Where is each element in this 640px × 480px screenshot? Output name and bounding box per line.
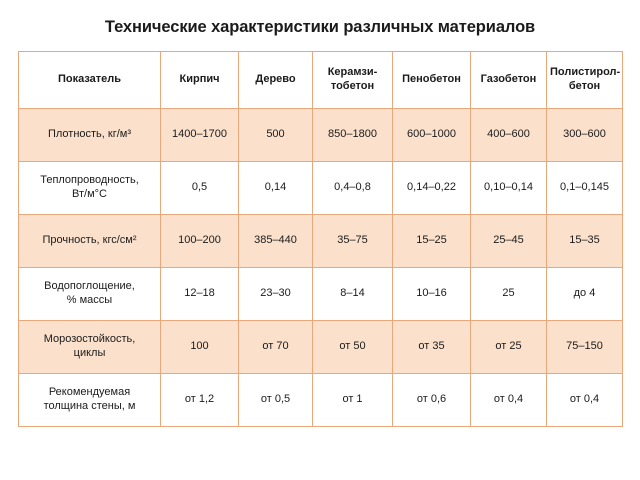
table-row — [19, 162, 623, 215]
row-label-thermal-conductivity: Теплопроводность, Вт/м°С — [19, 162, 161, 215]
column-header-indicator: Показатель — [19, 52, 161, 109]
cell-thermal-gazobeton: 0,10–0,14 — [471, 162, 547, 215]
cell-frost-brick: 100 — [161, 321, 239, 374]
table-row — [19, 374, 623, 427]
cell-strength-polistirolbeton: 15–35 — [547, 215, 623, 268]
specifications-table — [18, 51, 623, 427]
cell-density-wood: 500 — [239, 109, 313, 162]
cell-water-keramzitobeton: 8–14 — [313, 268, 393, 321]
cell-frost-wood: от 70 — [239, 321, 313, 374]
column-header-brick: Кирпич — [161, 52, 239, 109]
row-label-frost-resistance: Морозостойкость, циклы — [19, 321, 161, 374]
table-row — [19, 215, 623, 268]
cell-frost-keramzitobeton: от 50 — [313, 321, 393, 374]
cell-strength-keramzitobeton: 35–75 — [313, 215, 393, 268]
row-label-water-absorption: Водопоглощение, % массы — [19, 268, 161, 321]
column-header-penobeton: Пенобетон — [393, 52, 471, 109]
cell-water-penobeton: 10–16 — [393, 268, 471, 321]
cell-thickness-keramzitobeton: от 1 — [313, 374, 393, 427]
cell-thermal-keramzitobeton: 0,4–0,8 — [313, 162, 393, 215]
row-label-density: Плотность, кг/м³ — [19, 109, 161, 162]
cell-thickness-gazobeton: от 0,4 — [471, 374, 547, 427]
cell-thermal-wood: 0,14 — [239, 162, 313, 215]
cell-thermal-brick: 0,5 — [161, 162, 239, 215]
table-container — [18, 51, 622, 427]
column-header-gazobeton: Газобетон — [471, 52, 547, 109]
row-label-recommended-thickness: Рекомендуемая толщина стены, м — [19, 374, 161, 427]
cell-strength-gazobeton: 25–45 — [471, 215, 547, 268]
cell-thermal-penobeton: 0,14–0,22 — [393, 162, 471, 215]
cell-frost-penobeton: от 35 — [393, 321, 471, 374]
table-row — [19, 109, 623, 162]
table-body — [19, 109, 623, 427]
cell-thermal-polistirolbeton: 0,1–0,145 — [547, 162, 623, 215]
table-header — [19, 52, 623, 109]
cell-thickness-polistirolbeton: от 0,4 — [547, 374, 623, 427]
cell-strength-brick: 100–200 — [161, 215, 239, 268]
cell-density-keramzitobeton: 850–1800 — [313, 109, 393, 162]
cell-thickness-penobeton: от 0,6 — [393, 374, 471, 427]
cell-frost-polistirolbeton: 75–150 — [547, 321, 623, 374]
row-label-strength: Прочность, кгс/см² — [19, 215, 161, 268]
cell-water-polistirolbeton: до 4 — [547, 268, 623, 321]
column-header-polistirolbeton: Полистирол- бетон — [547, 52, 623, 109]
cell-density-brick: 1400–1700 — [161, 109, 239, 162]
cell-density-polistirolbeton: 300–600 — [547, 109, 623, 162]
cell-thickness-brick: от 1,2 — [161, 374, 239, 427]
cell-density-gazobeton: 400–600 — [471, 109, 547, 162]
table-row — [19, 321, 623, 374]
table-row — [19, 268, 623, 321]
cell-water-gazobeton: 25 — [471, 268, 547, 321]
cell-water-wood: 23–30 — [239, 268, 313, 321]
table-header-row — [19, 52, 623, 109]
page-title: Технические характеристики различных материалов — [104, 18, 536, 36]
cell-strength-wood: 385–440 — [239, 215, 313, 268]
column-header-keramzitobeton: Керамзи- тобетон — [313, 52, 393, 109]
cell-density-penobeton: 600–1000 — [393, 109, 471, 162]
cell-thickness-wood: от 0,5 — [239, 374, 313, 427]
cell-frost-gazobeton: от 25 — [471, 321, 547, 374]
cell-strength-penobeton: 15–25 — [393, 215, 471, 268]
cell-water-brick: 12–18 — [161, 268, 239, 321]
column-header-wood: Дерево — [239, 52, 313, 109]
